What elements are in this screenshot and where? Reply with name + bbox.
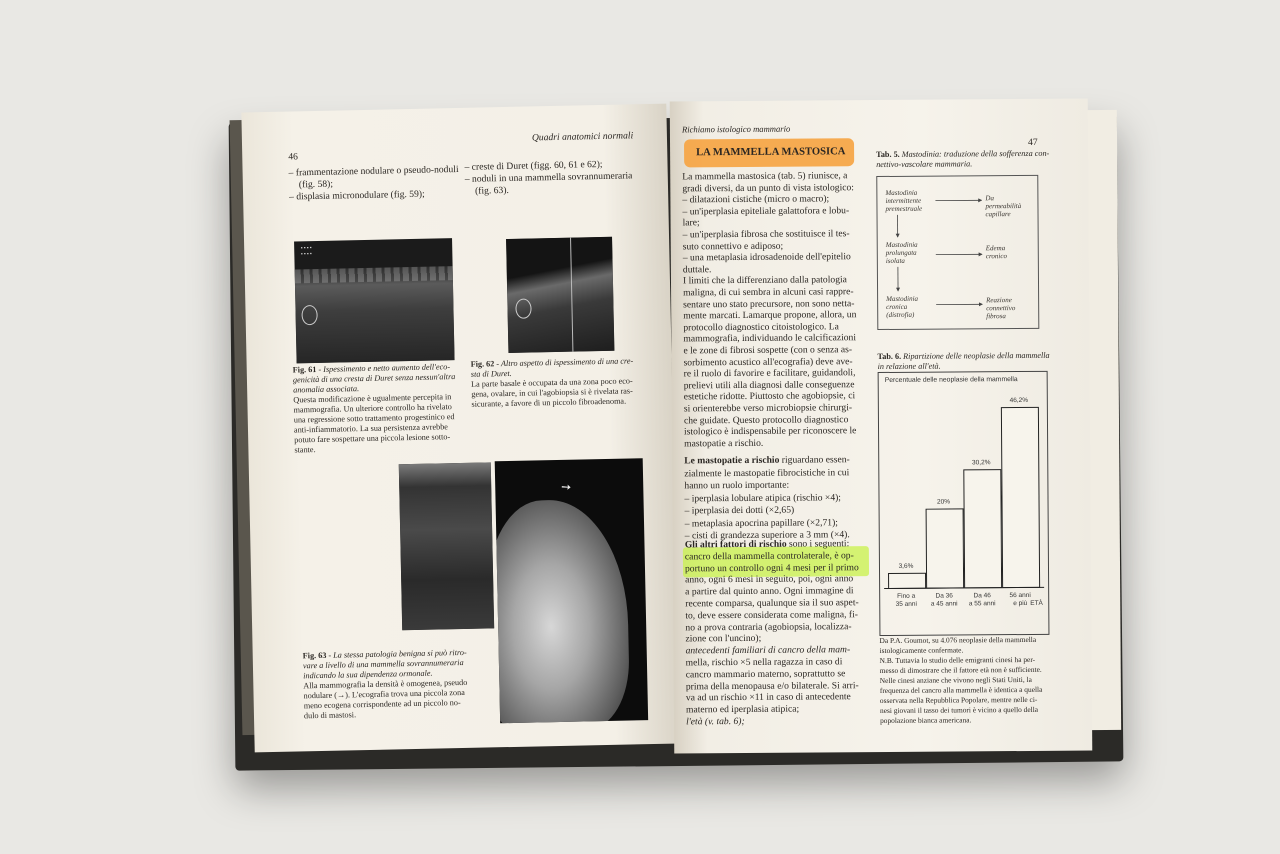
text-line: prima della menopausa e/o bilaterale. Si arri-: [685, 679, 859, 692]
source-line: osservata nella Repubblica Popolare, mentre nelle ci-: [879, 694, 1038, 706]
bar-value-label: 30,2%: [972, 459, 991, 467]
fig-63-ultrasound-image: [399, 462, 494, 630]
text-line: l'età (v. tab. 6);: [686, 715, 745, 728]
text-line: mastopatie a rischio.: [684, 437, 764, 450]
fig-61-ultrasound-image: ▪▪▪▪ ▪▪▪▪: [294, 238, 455, 363]
text-line: zione con l'uncino);: [685, 633, 762, 645]
source-line: messo di dimostrare che il fattore età non è sufficiente.: [879, 664, 1042, 676]
fig-62-caption: Fig. 62 - Altro aspetto di ispessimento di una cre- sta di Duret. La parte basale è occupata da una zona poco eco- gena, ovalare, in cui l'agobiopsia si è rivelata ras- sicurante, a favore di un piccolo fibroadenoma.: [470, 356, 634, 409]
arrow-icon: ➘: [557, 478, 575, 496]
category-label: Fino a 35 anni: [895, 592, 917, 608]
text-line: sentare uno stato precursore, non sono netta-: [683, 297, 855, 310]
category-label: Da 36 a 45 anni: [930, 592, 958, 608]
right-column-list: – creste di Duret (figg. 60, 61 e 62); – noduli in una mammella sovrannumeraria (fig. 63).: [464, 158, 633, 197]
x-axis: [884, 587, 1044, 589]
bar-3: [1001, 407, 1040, 589]
node-mastodinia-prolungata: Mastodinia prolungata isolata: [885, 240, 918, 265]
text-line: lare;: [682, 217, 700, 229]
source-line: istologicamente confermate.: [879, 645, 964, 656]
node-permeabilita: Da permeabilità capillare: [985, 194, 1022, 219]
source-line: popolazione bianca americana.: [880, 715, 972, 726]
source-line: nesi giovani il tasso dei tumori è vicino a quello della: [879, 704, 1039, 716]
tab-5-diagram: [876, 175, 1039, 330]
text-line: – una metaplasia idrosadenoide dell'epitelio: [682, 251, 851, 264]
source-line: Nelle cinesi anziane che vivono negli Stati Uniti, la: [879, 674, 1032, 686]
text-line: si orienterebbe verso microbiopsie chirurgi-: [683, 402, 853, 415]
bar-value-label: 3,6%: [898, 562, 914, 570]
text-line: – dilatazioni cistiche (micro o macro);: [682, 193, 830, 206]
text-line: suto connettivo e adiposo;: [682, 240, 784, 252]
source-line: frequenza del cancro alla mammella è identica a quella: [879, 684, 1043, 696]
source-line: N.B. Tuttavia lo studio delle emigranti cinesi ha per-: [879, 654, 1036, 666]
text-line: maligna, di cui sembra in alcuni casi rappre-: [683, 286, 854, 299]
text-line: – un'iperplasia fibrosa che sostituisce il tes-: [682, 228, 850, 241]
text-line: portuno un controllo ogni 4 mesi per il primo: [684, 561, 859, 574]
tab-6-chart: [878, 371, 1050, 636]
bar-2: [963, 469, 1002, 588]
text-line: estetiche ridotte. Piuttosto che agobiopsie, ci: [683, 390, 856, 403]
text-line: duttale.: [682, 263, 712, 276]
text-line: va ad un rischio ×11 in caso di antecedente: [685, 691, 851, 704]
text-line: sorbimento acustico all'ecografia) deve ave-: [683, 355, 853, 368]
tab-5-arrows: [877, 176, 1038, 329]
text-line: materno ed iperplasia atipica;: [685, 703, 800, 716]
bar-value-label: 20%: [936, 498, 951, 507]
page-number: 47: [1027, 136, 1038, 148]
left-page: [241, 104, 679, 753]
fig-61-caption: Fig. 61 - Ispessimento e netto aumento dell'eco- genicità di una cresta di Duret senza nessun'altra anomalia associata. Questa modificazione è ugualmente percepita in mammografia. Un ulteriore controllo ha rivelato una regressione sotto trattamento progestinico ed anti-infiammatorio. La sua persistenza avrebbe potuto fare sospettare una piccola lesione sotto- stante.: [292, 362, 456, 455]
text-line: I limiti che la differenziano dalla patologia: [682, 274, 847, 287]
node-reazione: Reazione connettivo fibrosa: [986, 296, 1016, 321]
bar-value-label: 46,2%: [1009, 396, 1029, 404]
text-line: La mammella mastosica (tab. 5) riunisce, a: [682, 170, 848, 183]
text-line: – un'iperplasia epiteliale galattofora e lobu-: [682, 205, 850, 218]
category-label: Da 46 a 55 anni: [968, 592, 996, 608]
text-line: protocollo diagnostico citoistologico. La: [683, 321, 839, 334]
text-line: cancro mammario materno, soprattutto se: [685, 668, 846, 681]
fig-63-caption: Fig. 63 - La stessa patologia benigna si può ritro- vare a livello di una mammella sovrannumeraria indicando la sua dipendenza ormonale. Alla mammografia la densità è omogenea, pseudo nodulare (→). L'ecografia trova una piccola zona meno ecogena corrispondente ad un piccolo no- dulo di mastosi.: [302, 647, 468, 721]
tab-5-caption: Tab. 5. Mastodinia: traduzione della sofferenza con- nettivo-vascolare mammaria.: [876, 148, 1050, 170]
text-line: prelievi utili alla diagnosi dalle conseguenze: [683, 378, 855, 392]
text-line: gradi diversi, da un punto di vista istologico:: [682, 181, 854, 194]
chart-title: Percentuale delle neoplasie della mammella: [884, 376, 1018, 384]
node-edema: Edema cronico: [985, 244, 1007, 261]
tab-6-caption: Tab. 6. Ripartizione delle neoplasie della mammella in relazione all'età.: [877, 350, 1050, 372]
left-column-list: – frammentazione nodulare o pseudo-noduli (fig. 58); – displasia micronodulare (fig. 59);: [288, 163, 459, 203]
text-line: no a prova contraria (agobiopsia, localizza-: [685, 620, 852, 633]
text-line: mella, rischio ×5 nella ragazza in caso di: [685, 656, 843, 669]
text-line: a partire dal quinto anno. Ogni immagine di: [685, 585, 854, 598]
bar-1: [926, 509, 965, 589]
right-page: Richiamo istologico mammario 47 LA MAMMELLA MASTOSICA La mammella mastosica (tab. 5) riunisce, a gradi diversi, da un punto di vista istologico: – dilatazioni cistiche (micro o macro); – un'iperplasia epiteliale galattofora e lobu- lare; – un'iperplasia fibrosa che sostituisce il tes- suto connettivo e adiposo; – una metaplasia idrosadenoide dell'epitelio duttale. I limiti che la differenziano dalla patologia maligna, di cui sembra in alcuni casi rappre- sentare uno stato precursore, non sono netta- mente marcati. Lamarque propone, allora, un protocollo diagnostico citoistologico. La mammografia, individuando le calcificazioni e le zone di fibrosi sospette (con o senza as- sorbimento acustico all'ecografia) deve ave- re il ruolo di favorire e facilitare, guidandoli, prelievi utili alla diagnosi dalle conseguenze estetiche ridotte. Piuttosto che agobiopsie, ci si orienterebbe verso microbiopsie chirurgi- che guidate. Questo protocollo diagnostico istologico è indispensabile per riconoscere le mastopatie a rischio. Le mastopatie a rischio riguardano essen- zialmente le mastopatie fibrocistiche in cui hanno un ruolo importante: – iperplasia lobulare atipica (rischio ×4); – iperplasia dei dotti (×2,65) – metaplasia apocrina papillare (×2,71); – cisti di grandezza superiore a 3 mm (×4). Gli altri fattori di rischio sono i seguenti: cancro della mammella controlaterale, è op- portuno un controllo ogni 4 mesi per il primo anno, ogni 6 mesi in seguito, poi, ogni anno a partire dal quinto anno. Ogni immagine di recente comparsa, qualunque sia il suo aspet- to, deve essere considerata come maligna, fi- no a prova contraria (agobiopsia, localizza- zione con l'uncino); antecedenti familiari di cancro della mam- mella, rischio ×5 nella ragazza in caso di cancro mammario materno, soprattutto se prima della menopausa e/o bilaterale. Si arri- va ad un rischio ×11 in caso di antecedente materno ed iperplasia atipica; l'età (v. tab. 6); Tab. 5. Mastodinia: traduzione della sofferenza con- nettivo-vascolare mammaria. Mastodinia intermittente premestruale Da permeabilità capillare Mastodinia prolungata isolata Edema cronico Mastodinia cronica (distrofia) Reazione connettivo fibrosa Tab. 6. Ripartizione delle neoplasie della mammella in relazione all'età. Percentuale delle neoplasie della mammella 3,6% Fino a 35 anni 20% Da 36 a 45 anni 30,2% Da 46 a 55 anni 46,2% 56 anni e più ETÀ Da P.A. Goumot, su 4.076 neoplasie della mammella istologicamente confermate. N.B. Tuttavia lo studio delle emigranti cinesi ha per- messo di dimostrare che il fattore età non è sufficiente. Nelle cinesi anziane che vivono negli Stati Uniti, la frequenza del cancro alla mammella è identica a quella osservata nella Repubblica Popolare, mentre nelle ci- nesi giovani il tasso dei tumori è vicino a quello della popolazione bianca americana.: [670, 99, 1093, 754]
category-label: 56 anni e più: [1009, 591, 1031, 608]
running-header: Richiamo istologico mammario: [681, 123, 791, 135]
fig-63-mammogram-image: [495, 458, 648, 723]
text-line: re il ruolo di favorire e facilitare, guidandoli,: [683, 367, 856, 380]
text-line: anno, ogni 6 mesi in seguito, poi, ogni anno: [685, 573, 854, 586]
fig-62-ultrasound-image: [506, 237, 614, 353]
chart-plot-area: [879, 372, 1049, 635]
node-mastodinia-cronica: Mastodinia cronica (distrofia): [886, 294, 919, 319]
text-line: istologico è indispensabile per riconoscere le: [683, 425, 857, 438]
text-line: e le zone di fibrosi sospette (con o senza as-: [683, 344, 853, 357]
section-title: LA MAMMELLA MASTOSICA: [696, 146, 846, 159]
text-line: to, deve essere considerata come maligna, fi-: [685, 608, 858, 622]
source-line: Da P.A. Goumot, su 4.076 neoplasie della mammella: [879, 634, 1037, 646]
running-header: Quadri anatomici normali: [531, 130, 634, 144]
text-line: mammografia, individuando le calcificazioni: [683, 332, 857, 345]
text-line: recente comparsa, qualunque sia il suo aspet-: [685, 597, 859, 610]
text-line: cancro della mammella controlaterale, è op-: [684, 549, 854, 563]
node-mastodinia-intermittente: Mastodinia intermittente premestruale: [885, 188, 923, 213]
bar-0: [888, 573, 926, 589]
text-line: antecedenti familiari di cancro della mam-: [685, 644, 851, 657]
page-number: 46: [288, 151, 298, 163]
x-axis-label: ETÀ: [1030, 599, 1043, 607]
text-line: mente marcati. Lamarque propone, allora, un: [683, 309, 857, 322]
text-line: che guidate. Questo protocollo diagnostico: [683, 413, 849, 426]
